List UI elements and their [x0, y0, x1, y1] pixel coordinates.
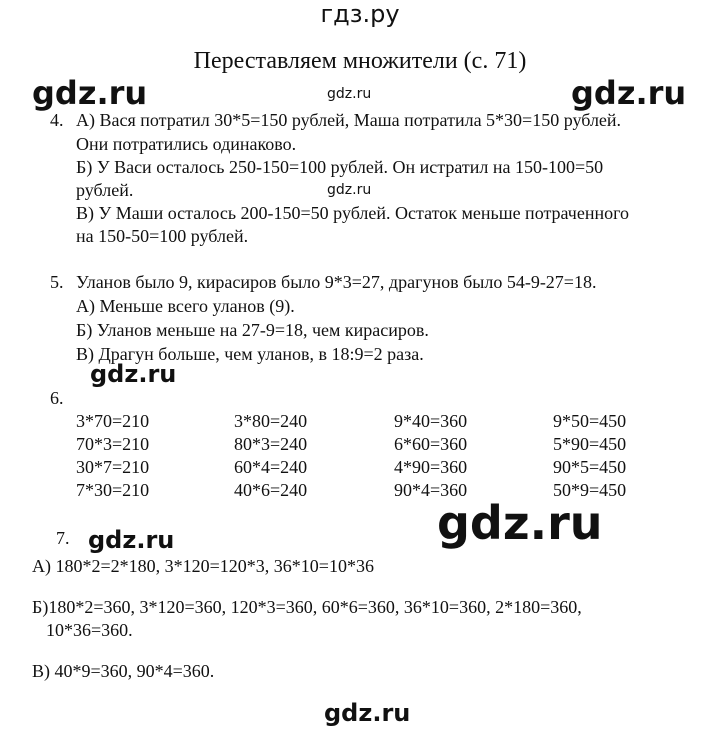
page-title: Переставляем множители (с. 71) [193, 48, 527, 74]
task-4-line: Б) У Васи осталось 250-150=100 рублей. Он истратил на 150-100=50 [76, 157, 604, 177]
grid-cell: 5*90=450 [553, 434, 627, 454]
task-4-number: 4. [50, 110, 64, 130]
task-7-c: В) 40*9=360, 90*4=360. [32, 661, 215, 681]
grid-cell: 3*80=240 [234, 411, 308, 431]
grid-cell: 40*6=240 [234, 480, 308, 500]
task-5-number: 5. [50, 272, 64, 292]
watermark: gdz.ru [90, 360, 177, 388]
grid-cell: 90*4=360 [394, 480, 468, 500]
task-5-line: Б) Уланов меньше на 27-9=18, чем кирасиров. [76, 320, 429, 340]
grid-cell: 9*40=360 [394, 411, 468, 431]
watermark: gdz.ru [327, 182, 372, 198]
task-7-b: Б)180*2=360, 3*120=360, 120*3=360, 60*6=360, 36*10=360, 2*180=360, [32, 597, 582, 617]
task-5-line: Уланов было 9, кирасиров было 9*3=27, драгунов было 54-9-27=18. [76, 272, 597, 292]
watermark: gdz.ru [327, 86, 372, 102]
grid-cell: 7*30=210 [76, 480, 150, 500]
task-7-b: 10*36=360. [46, 620, 133, 640]
grid-cell: 60*4=240 [234, 457, 308, 477]
grid-cell: 70*3=210 [76, 434, 150, 454]
task-4-line: Они потратились одинаково. [76, 134, 297, 154]
watermark: gdz.ru [32, 74, 148, 112]
grid-cell: 3*70=210 [76, 411, 150, 431]
watermark: gdz.ru [437, 496, 603, 550]
watermark: gdz.ru [324, 699, 411, 727]
grid-cell: 9*50=450 [553, 411, 627, 431]
header-watermark: гдз.ру [320, 0, 400, 28]
grid-cell: 90*5=450 [553, 457, 627, 477]
task-7-number: 7. [56, 528, 70, 548]
grid-cell: 50*9=450 [553, 480, 627, 500]
task-6-number: 6. [50, 388, 64, 408]
task-4-line: рублей. [76, 180, 134, 200]
grid-cell: 4*90=360 [394, 457, 468, 477]
grid-cell: 80*3=240 [234, 434, 308, 454]
watermark: gdz.ru [88, 526, 175, 554]
watermark: gdz.ru [571, 74, 687, 112]
task-4-line: на 150-50=100 рублей. [76, 226, 249, 246]
task-4-line: А) Вася потратил 30*5=150 рублей, Маша потратила 5*30=150 рублей. [76, 110, 622, 130]
grid-cell: 6*60=360 [394, 434, 468, 454]
grid-cell: 30*7=210 [76, 457, 150, 477]
task-5-line: А) Меньше всего уланов (9). [76, 296, 295, 316]
task-7-a: А) 180*2=2*180, 3*120=120*3, 36*10=10*36 [32, 556, 374, 576]
task-4-line: В) У Маши осталось 200-150=50 рублей. Остаток меньше потраченного [76, 203, 630, 223]
task-5-line: В) Драгун больше, чем уланов, в 18:9=2 раза. [76, 344, 424, 364]
